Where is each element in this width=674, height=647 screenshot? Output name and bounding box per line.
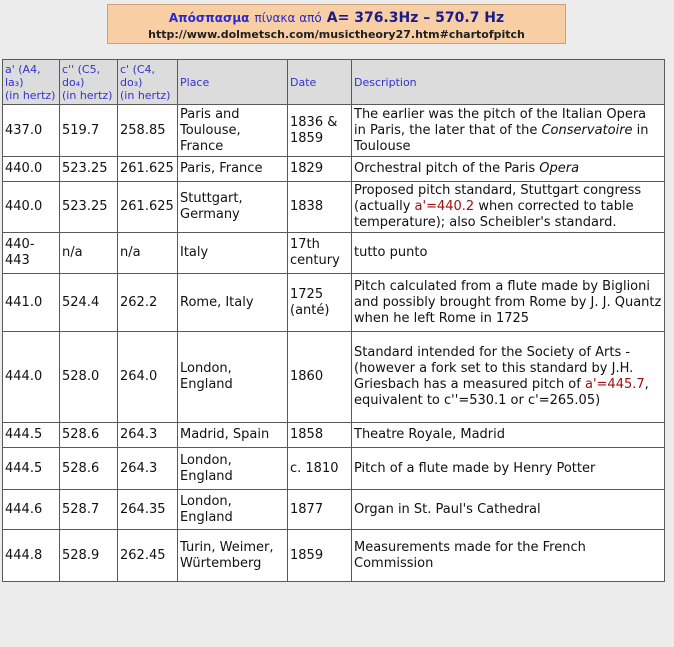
header-date: Date [288,60,352,105]
cell-a-freq: 440.0 [3,157,60,182]
header-place: Place [178,60,288,105]
cell-description [352,423,665,448]
cell-date: 1860 [288,332,352,423]
table-row [3,332,665,423]
cell-description [352,274,665,332]
description-post-text: , equivalent to c''=530.1 or c'=265.05) [354,377,649,408]
cell-c1-freq: n/a [118,233,178,274]
cell-c2-freq: 528.9 [60,530,118,582]
banner-greek-suffix: πίνακα από [254,11,322,25]
description-pre-text: Measurements made for the French Commission [354,539,586,571]
description-pre-text: Standard intended for the Society of Arts - (however a fork set to this standard by J.H. Griesbach has a measured pitch of [354,345,634,392]
cell-c2-freq: n/a [60,233,118,274]
header-c1-freq: c' (C4, do₃) (in hertz) [118,60,178,105]
cell-date: c. 1810 [288,448,352,490]
cell-place: London, England [178,332,288,423]
description-red-text: a'=440.2 [414,199,475,214]
cell-c2-freq: 519.7 [60,105,118,157]
cell-description [352,490,665,530]
cell-c1-freq: 262.45 [118,530,178,582]
cell-c1-freq: 264.0 [118,332,178,423]
description-pre-text: Organ in St. Paul's Cathedral [354,501,541,517]
cell-c1-freq: 261.625 [118,157,178,182]
title-banner [107,4,566,44]
cell-c2-freq: 528.7 [60,490,118,530]
cell-c2-freq: 523.25 [60,157,118,182]
description-red-text: a'=445.7 [584,377,645,392]
description-em-text: Conservatoire [541,122,633,138]
cell-c2-freq: 528.0 [60,332,118,423]
cell-place: Turin, Weimer, Würtemberg [178,530,288,582]
table-row [3,105,665,157]
cell-description [352,332,665,423]
cell-a-freq: 440-443 [3,233,60,274]
cell-date: 1838 [288,182,352,233]
description-pre-text: Theatre Royale, Madrid [354,427,506,442]
cell-date: 1858 [288,423,352,448]
header-description: Description [352,60,665,105]
cell-description [352,233,665,274]
cell-place: London, England [178,490,288,530]
table-row [3,423,665,448]
table-row [3,233,665,274]
table-row [3,490,665,530]
cell-date: 1877 [288,490,352,530]
cell-c1-freq: 264.3 [118,423,178,448]
cell-c1-freq: 261.625 [118,182,178,233]
cell-a-freq: 444.0 [3,332,60,423]
table-row [3,448,665,490]
description-pre-text: tutto punto [354,245,428,260]
cell-a-freq: 444.5 [3,448,60,490]
cell-c2-freq: 524.4 [60,274,118,332]
description-post-text: when corrected to table temperature); also Scheibler's standard. [354,199,634,230]
description-em-text: Opera [539,161,580,176]
description-pre-text: The earlier was the pitch of the Italian Opera in Paris, the later that of the [354,106,647,138]
cell-c2-freq: 528.6 [60,448,118,490]
description-pre-text: Proposed pitch standard, Stuttgart congress (actually [354,183,642,214]
cell-date: 17th century [288,233,352,274]
cell-description [352,530,665,582]
cell-date: 1836 & 1859 [288,105,352,157]
cell-description [352,182,665,233]
table-row [3,157,665,182]
description-post-text: in Toulouse [354,122,649,154]
cell-a-freq: 440.0 [3,182,60,233]
description-pre-text: Pitch of a flute made by Henry Potter [354,460,596,476]
cell-c1-freq: 264.35 [118,490,178,530]
cell-place: Paris, France [178,157,288,182]
table-header-row [3,60,665,105]
cell-date: 1859 [288,530,352,582]
cell-a-freq: 437.0 [3,105,60,157]
pitch-table [2,59,665,582]
cell-c1-freq: 262.2 [118,274,178,332]
table-row [3,274,665,332]
cell-description [352,105,665,157]
description-pre-text: Pitch calculated from a flute made by Biglioni and possibly brought from Rome by J. J. Quantz when he left Rome in 1725 [354,278,662,326]
cell-c1-freq: 264.3 [118,448,178,490]
cell-place: Rome, Italy [178,274,288,332]
cell-place: London, England [178,448,288,490]
cell-c2-freq: 523.25 [60,182,118,233]
cell-a-freq: 444.6 [3,490,60,530]
table-row [3,530,665,582]
table-row [3,182,665,233]
cell-a-freq: 444.8 [3,530,60,582]
cell-c2-freq: 528.6 [60,423,118,448]
cell-c1-freq: 258.85 [118,105,178,157]
banner-url: http://www.dolmetsch.com/musictheory27.htm#chartofpitch [148,28,525,41]
cell-place: Madrid, Spain [178,423,288,448]
cell-place: Paris and Toulouse, France [178,105,288,157]
cell-description [352,448,665,490]
cell-a-freq: 441.0 [3,274,60,332]
banner-greek-prefix: Απόσπασμα [168,11,250,25]
banner-range: A= 376.3Hz – 570.7 Hz [326,10,505,26]
header-c2-freq: c'' (C5, do₄) (in hertz) [60,60,118,105]
cell-date: 1725 (anté) [288,274,352,332]
cell-a-freq: 444.5 [3,423,60,448]
cell-date: 1829 [288,157,352,182]
header-a-freq: a' (A4, la₃) (in hertz) [3,60,60,105]
cell-description [352,157,665,182]
description-pre-text: Orchestral pitch of the Paris [354,161,540,176]
cell-place: Stuttgart, Germany [178,182,288,233]
cell-place: Italy [178,233,288,274]
